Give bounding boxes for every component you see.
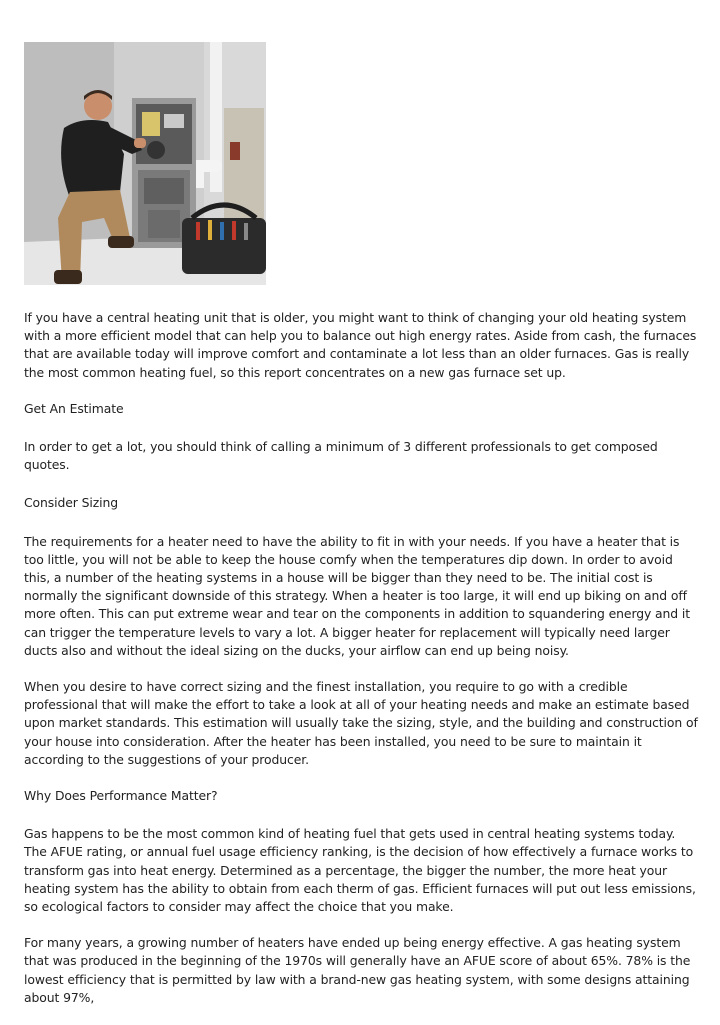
technician-furnace-photo — [24, 42, 266, 285]
article — [24, 42, 699, 1025]
intro-paragraph: If you have a central heating unit that is older, you might want to think of changing your old heating system with a more efficient model that can help you to balance out high energy rates. Aside from cash, the furnaces that are available today will improve comfort and contaminate a lot less than an older furnaces. Gas is really the most common heating fuel, so this report concentrates on a new gas furnace set up. — [24, 310, 697, 380]
sizing-paragraph-2: When you desire to have correct sizing and the finest installation, you require to go with a credible professional that will make the effort to take a look at all of your heating needs and make an estimate based upon market standards. This estimation will usually take the sizing, style, and the building and construction of your house into consideration. After the heater has been installed, you need to be sure to maintain it according to the suggestions of your producer. — [24, 679, 698, 767]
estimate-paragraph: In order to get a lot, you should think of calling a minimum of 3 different professionals to get composed quotes. — [24, 439, 658, 473]
heading-get-an-estimate: Get An Estimate — [24, 400, 124, 416]
article-body — [24, 309, 699, 1007]
heading-consider-sizing: Consider Sizing — [24, 495, 118, 511]
performance-paragraph-2: For many years, a growing number of heaters have ended up being energy effective. A gas heating system that was produced in the beginning of the 1970s will generally have an AFUE score of about 65%. 78% is the lowest efficiency that is permitted by law with a brand-new gas heating system, with some designs attaining about 97%, — [24, 935, 691, 1005]
sizing-paragraph-1: The requirements for a heater need to have the ability to fit in with your needs. If you have a heater that is too little, you will not be able to keep the house comfy when the temperatures dip down. In order to avoid this, a number of the heating systems in a house will be bigger than they need to be. The initial cost is normally the significant downside of this strategy. When a heater is too large, it will end up biking on and off more often. This can put extreme wear and tear on the components in addition to squandering energy and it can trigger the temperature levels to vary a lot. A bigger heater for replacement will typically need larger ducts also and without the ideal sizing on the ducks, your airflow can end up being noisy. — [24, 533, 691, 658]
performance-paragraph-1: Gas happens to be the most common kind of heating fuel that gets used in central heating systems today. The AFUE rating, or annual fuel usage efficiency ranking, is the decision of how effectively a furnace works to transform gas into heat energy. Determined as a percentage, the bigger the number, the more heat your heating system has the ability to obtain from each therm of gas. Efficient furnaces will put out less emissions, so ecological factors to consider may affect the choice that you make. — [24, 826, 696, 915]
heading-why-performance-matters: Why Does Performance Matter? — [24, 788, 218, 804]
